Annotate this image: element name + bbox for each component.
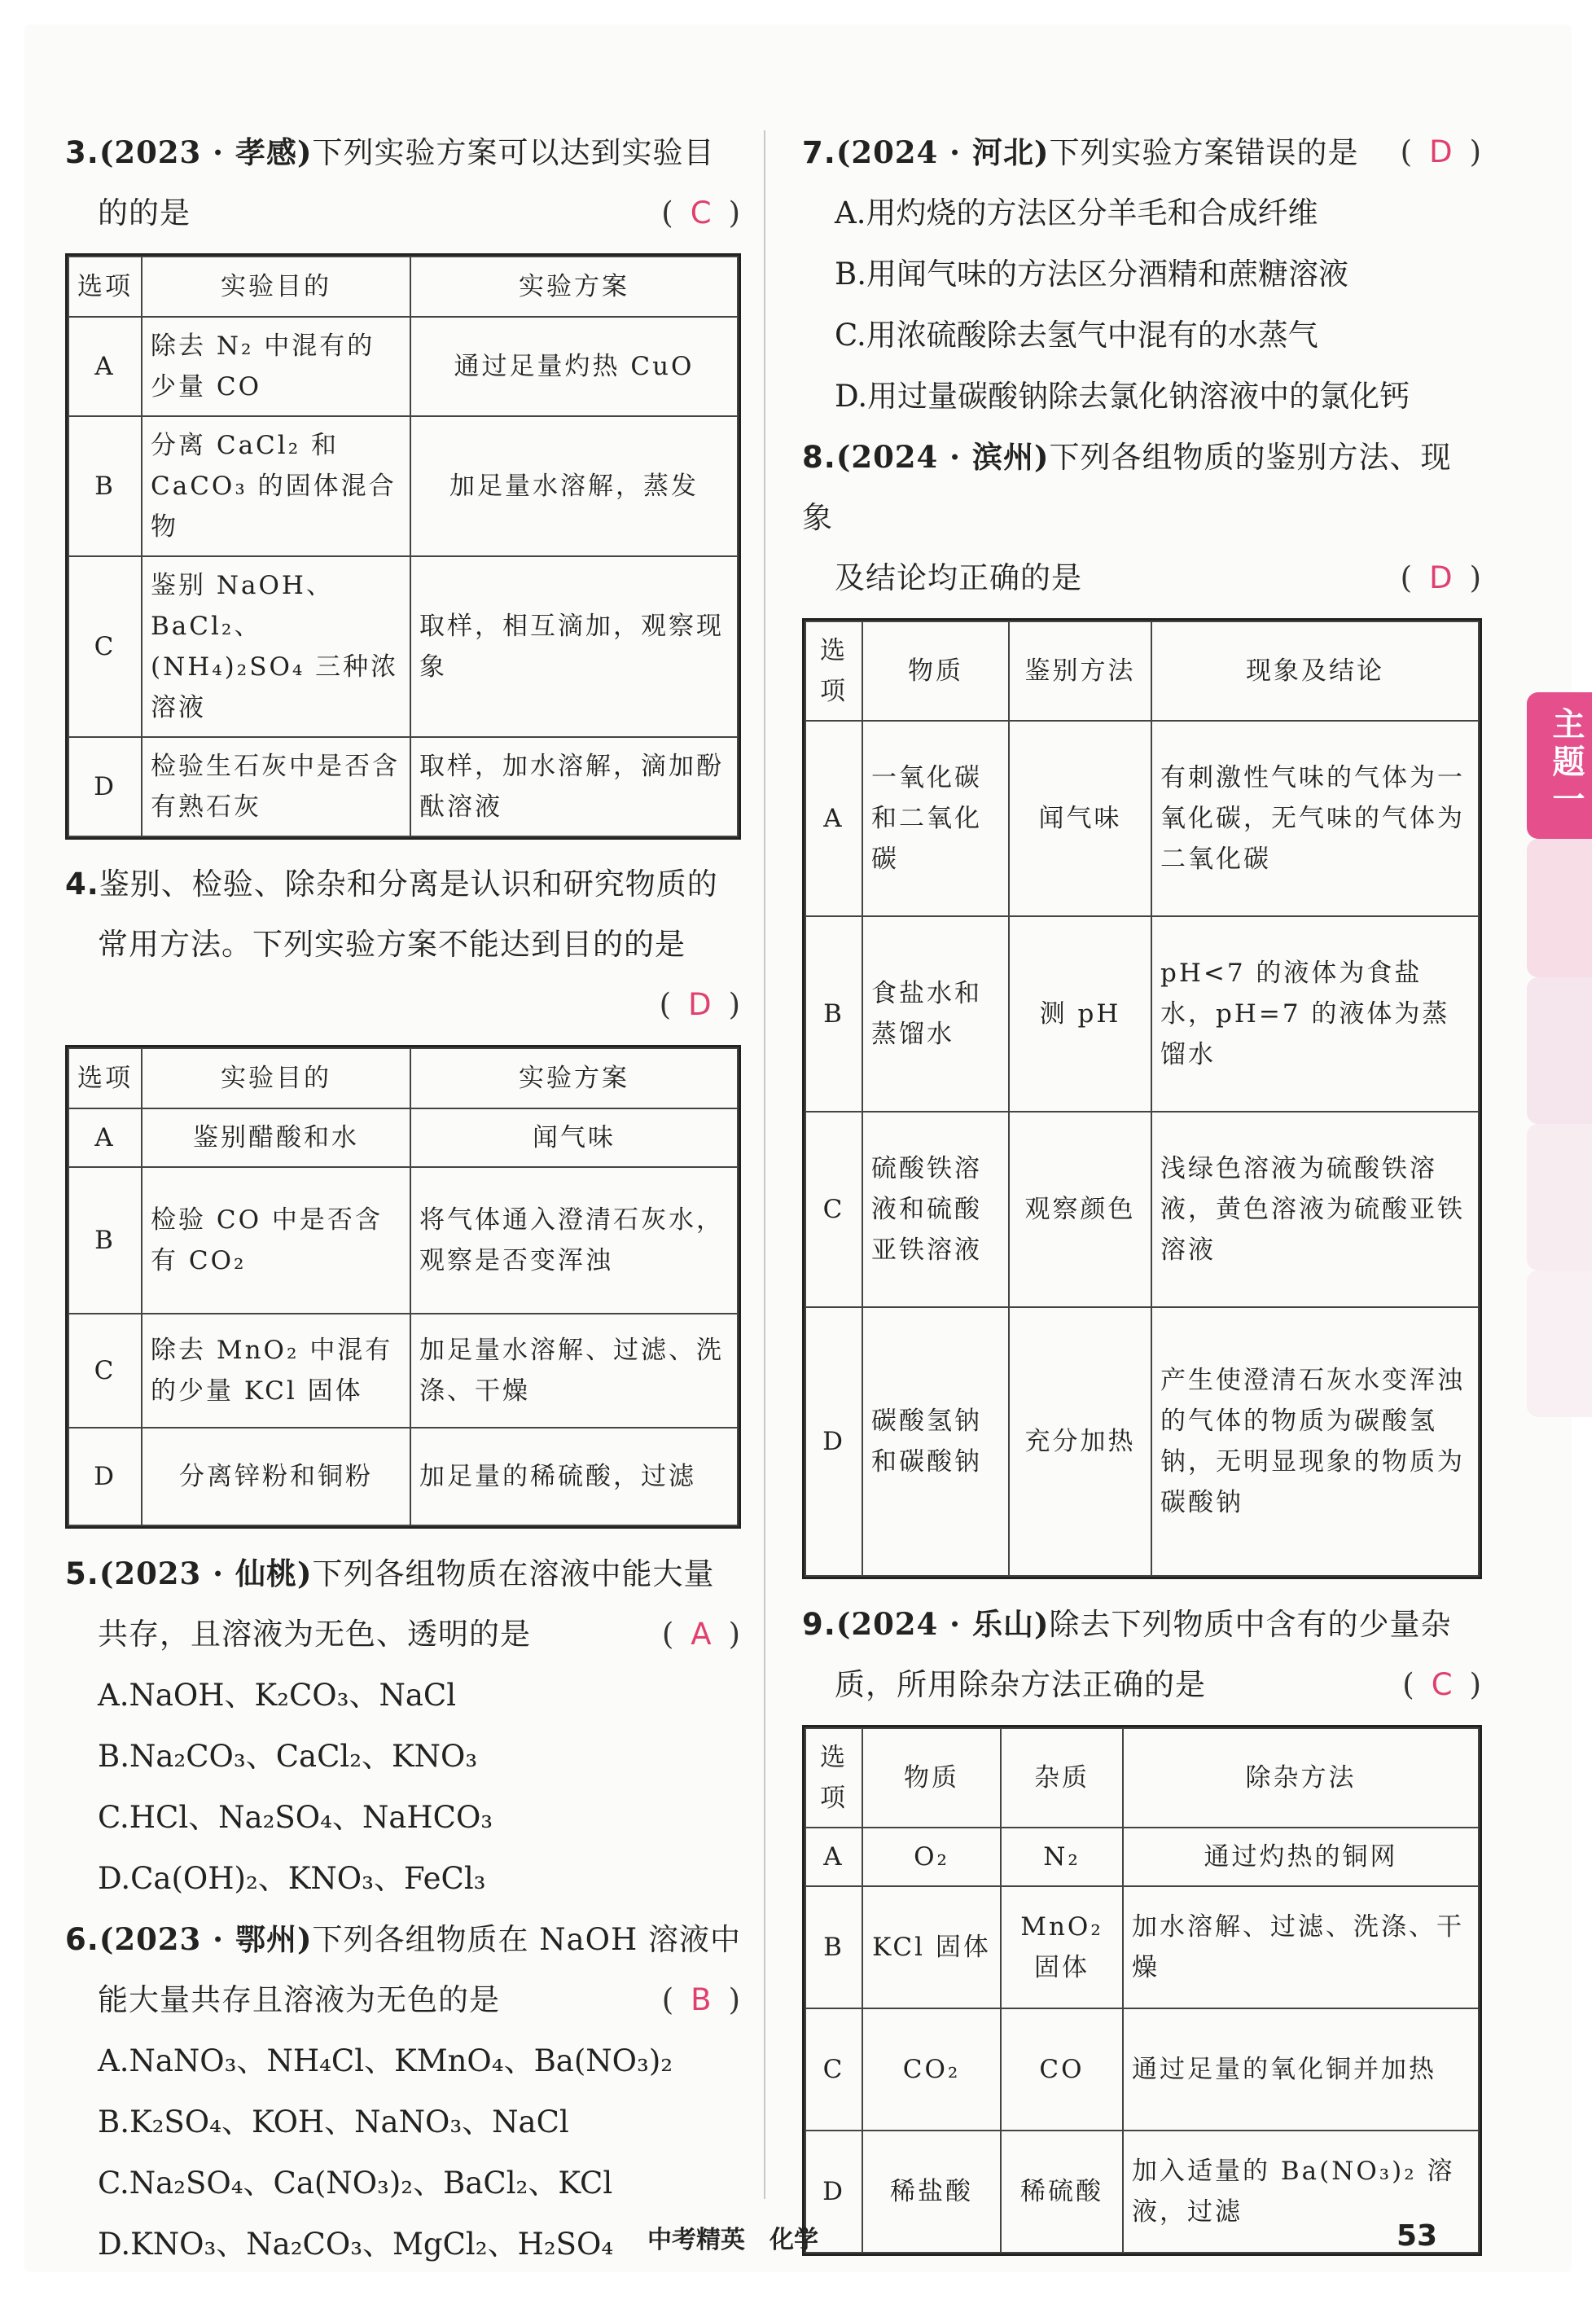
answer-bracket: ( D ) bbox=[1400, 134, 1482, 169]
answer-letter: D bbox=[688, 987, 712, 1022]
side-tab-active bbox=[1527, 692, 1592, 839]
question-3-line2 bbox=[65, 183, 741, 244]
answer-bracket: ( D ) bbox=[1400, 560, 1482, 595]
table-cell: D bbox=[805, 2131, 862, 2253]
side-tab bbox=[1527, 977, 1592, 1124]
question-number: 6. bbox=[65, 1922, 99, 1957]
table-header: 物质 bbox=[862, 1728, 1001, 1828]
table-header: 实验目的 bbox=[142, 257, 410, 317]
table-header: 选项 bbox=[805, 621, 862, 721]
table-cell: 加足量水溶解，蒸发 bbox=[410, 416, 738, 556]
table-header: 鉴别方法 bbox=[1009, 621, 1151, 721]
question-stem: 下列各组物质的鉴别方法、现象 bbox=[802, 440, 1452, 535]
table-cell: A bbox=[805, 721, 862, 916]
option: B.用闻气味的方法区分酒精和蔗糖溶液 bbox=[835, 257, 1348, 292]
answer-bracket: ( A ) bbox=[661, 1617, 741, 1652]
table-cell: 除去 N₂ 中混有的少量 CO bbox=[142, 317, 410, 416]
option: C.HCl、Na₂SO₄、NaHCO₃ bbox=[98, 1800, 493, 1835]
table-cell: 分离 CaCl₂ 和 CaCO₃ 的固体混合物 bbox=[142, 416, 410, 556]
question-number: 5. bbox=[65, 1556, 99, 1591]
table-cell: 观察颜色 bbox=[1009, 1112, 1151, 1307]
table-cell: 稀硫酸 bbox=[1001, 2131, 1123, 2253]
q3-table bbox=[65, 253, 741, 840]
table-cell: 食盐水和蒸馏水 bbox=[862, 916, 1009, 1112]
table-cell: MnO₂ 固体 bbox=[1001, 1886, 1123, 2008]
answer-bracket: ( D ) bbox=[659, 987, 741, 1022]
answer-letter: C bbox=[690, 195, 712, 230]
question-source: (2023 · 孝感) bbox=[99, 134, 313, 170]
question-stem-cont: 能大量共存且溶液为无色的是 bbox=[98, 1982, 500, 2017]
question-source: (2024 · 乐山) bbox=[835, 1606, 1050, 1642]
table-cell: 检验 CO 中是否含有 CO₂ bbox=[142, 1167, 410, 1314]
question-source: (2023 · 鄂州) bbox=[99, 1921, 313, 1957]
table-cell: D bbox=[68, 737, 142, 836]
question-source: (2024 · 河北) bbox=[835, 134, 1050, 170]
question-3 bbox=[65, 122, 741, 183]
table-cell: O₂ bbox=[862, 1828, 1001, 1886]
question-4-line2 bbox=[65, 915, 741, 975]
table-cell: D bbox=[68, 1428, 142, 1525]
option: A.NaNO₃、NH₄Cl、KMnO₄、Ba(NO₃)₂ bbox=[98, 2043, 673, 2078]
table-cell: 通过灼热的铜网 bbox=[1123, 1828, 1479, 1886]
question-5 bbox=[65, 1543, 741, 1604]
question-stem-cont: 质，所用除杂方法正确的是 bbox=[835, 1667, 1206, 1702]
question-4-answer-line bbox=[65, 975, 741, 1035]
question-9 bbox=[802, 1594, 1482, 1655]
table-cell: 取样，相互滴加，观察现象 bbox=[410, 556, 738, 737]
table-cell: 闻气味 bbox=[1009, 721, 1151, 916]
question-stem-cont: 的的是 bbox=[98, 195, 191, 230]
left-column bbox=[65, 122, 741, 2275]
table-cell: 鉴别 NaOH、BaCl₂、(NH₄)₂SO₄ 三种浓溶液 bbox=[142, 556, 410, 737]
table-cell: N₂ bbox=[1001, 1828, 1123, 1886]
table-cell: 有刺激性气味的气体为一氧化碳，无气味的气体为二氧化碳 bbox=[1151, 721, 1479, 916]
table-cell: 分离锌粉和铜粉 bbox=[142, 1428, 410, 1525]
table-cell: 测 pH bbox=[1009, 916, 1151, 1112]
table-cell: B bbox=[805, 1886, 862, 2008]
side-tab-label: 主题一 bbox=[1547, 707, 1585, 819]
table-cell: pH<7 的液体为食盐水，pH=7 的液体为蒸馏水 bbox=[1151, 916, 1479, 1112]
question-number: 7. bbox=[802, 135, 836, 170]
table-header: 除杂方法 bbox=[1123, 1728, 1479, 1828]
answer-letter: C bbox=[1431, 1667, 1454, 1702]
question-stem: 下列各组物质在溶液中能大量 bbox=[312, 1556, 715, 1591]
table-header: 选项 bbox=[68, 257, 142, 317]
table-header: 实验方案 bbox=[410, 1048, 738, 1108]
question-9-line2 bbox=[802, 1655, 1482, 1715]
question-5-line2 bbox=[65, 1604, 741, 1665]
table-cell: C bbox=[68, 556, 142, 737]
question-4 bbox=[65, 854, 741, 915]
option: C.用浓硫酸除去氢气中混有的水蒸气 bbox=[835, 318, 1318, 353]
table-cell: 闻气味 bbox=[410, 1108, 738, 1167]
question-stem: 下列各组物质在 NaOH 溶液中 bbox=[312, 1922, 742, 1957]
table-header: 选项 bbox=[68, 1048, 142, 1108]
question-6-line2 bbox=[65, 1970, 741, 2030]
question-source: (2023 · 仙桃) bbox=[99, 1556, 313, 1591]
answer-letter: B bbox=[691, 1982, 712, 2017]
table-cell: B bbox=[68, 1167, 142, 1314]
side-tab bbox=[1527, 839, 1592, 977]
table-cell: 产生使澄清石灰水变浑浊的气体的物质为碳酸氢钠，无明显现象的物质为碳酸钠 bbox=[1151, 1307, 1479, 1576]
question-stem-cont: 共存，且溶液为无色、透明的是 bbox=[98, 1617, 531, 1652]
table-cell: 浅绿色溶液为硫酸铁溶液，黄色溶液为硫酸亚铁溶液 bbox=[1151, 1112, 1479, 1307]
side-tab bbox=[1527, 1270, 1592, 1417]
question-source: (2024 · 滨州) bbox=[835, 439, 1050, 475]
table-cell: 加足量的稀硫酸，过滤 bbox=[410, 1428, 738, 1525]
answer-bracket: ( B ) bbox=[661, 1982, 741, 2017]
table-cell: 通过足量的氧化铜并加热 bbox=[1123, 2008, 1479, 2131]
table-cell: 除去 MnO₂ 中混有的少量 KCl 固体 bbox=[142, 1314, 410, 1428]
question-6 bbox=[65, 1909, 741, 1970]
question-7 bbox=[802, 122, 1482, 182]
answer-letter: A bbox=[691, 1617, 712, 1652]
table-cell: C bbox=[805, 1112, 862, 1307]
side-tab bbox=[1527, 1124, 1592, 1270]
table-cell: B bbox=[805, 916, 862, 1112]
table-cell: 加足量水溶解、过滤、洗涤、干燥 bbox=[410, 1314, 738, 1428]
answer-bracket: ( C ) bbox=[1402, 1667, 1482, 1702]
table-cell: B bbox=[68, 416, 142, 556]
answer-letter: D bbox=[1429, 560, 1454, 595]
table-cell: 检验生石灰中是否含有熟石灰 bbox=[142, 737, 410, 836]
right-column bbox=[802, 122, 1482, 2271]
option: C.Na₂SO₄、Ca(NO₃)₂、BaCl₂、KCl bbox=[98, 2166, 613, 2201]
option: D.KNO₃、Na₂CO₃、MgCl₂、H₂SO₄ bbox=[98, 2227, 614, 2262]
table-cell: D bbox=[805, 1307, 862, 1576]
question-8-line2 bbox=[802, 548, 1482, 608]
table-header: 实验方案 bbox=[410, 257, 738, 317]
table-header: 杂质 bbox=[1001, 1728, 1123, 1828]
question-stem: 下列实验方案可以达到实验目 bbox=[312, 135, 715, 170]
question-number: 9. bbox=[802, 1607, 836, 1642]
q4-table bbox=[65, 1045, 741, 1529]
question-stem-cont: 常用方法。下列实验方案不能达到目的的是 bbox=[98, 927, 686, 962]
table-cell: A bbox=[68, 1108, 142, 1167]
option: A.用灼烧的方法区分羊毛和合成纤维 bbox=[835, 195, 1318, 230]
table-header: 选项 bbox=[805, 1728, 862, 1828]
option: B.Na₂CO₃、CaCl₂、KNO₃ bbox=[98, 1739, 478, 1774]
table-cell: 稀盐酸 bbox=[862, 2131, 1001, 2253]
table-cell: 将气体通入澄清石灰水，观察是否变浑浊 bbox=[410, 1167, 738, 1314]
table-cell: A bbox=[68, 317, 142, 416]
table-cell: 充分加热 bbox=[1009, 1307, 1151, 1576]
table-header: 实验目的 bbox=[142, 1048, 410, 1108]
question-number: 3. bbox=[65, 135, 99, 170]
table-cell: 碳酸氢钠和碳酸钠 bbox=[862, 1307, 1009, 1576]
option: B.K₂SO₄、KOH、NaNO₃、NaCl bbox=[98, 2104, 569, 2139]
option: D.用过量碳酸钠除去氯化钠溶液中的氯化钙 bbox=[835, 379, 1410, 414]
table-cell: 加水溶解、过滤、洗涤、干燥 bbox=[1123, 1886, 1479, 2008]
question-number: 4. bbox=[65, 867, 99, 902]
table-header: 现象及结论 bbox=[1151, 621, 1479, 721]
option: D.Ca(OH)₂、KNO₃、FeCl₃ bbox=[98, 1861, 486, 1896]
table-cell: 通过足量灼热 CuO bbox=[410, 317, 738, 416]
page-number: 53 bbox=[1396, 2219, 1438, 2253]
table-cell: C bbox=[68, 1314, 142, 1428]
question-8 bbox=[802, 427, 1482, 548]
question-stem-cont: 及结论均正确的是 bbox=[835, 560, 1082, 595]
q8-table bbox=[802, 618, 1482, 1579]
table-cell: 取样，加水溶解，滴加酚酞溶液 bbox=[410, 737, 738, 836]
table-cell: C bbox=[805, 2008, 862, 2131]
answer-letter: D bbox=[1429, 134, 1454, 169]
question-stem: 除去下列物质中含有的少量杂 bbox=[1049, 1607, 1452, 1642]
column-divider bbox=[764, 130, 765, 2199]
table-cell: 加入适量的 Ba(NO₃)₂ 溶液，过滤 bbox=[1123, 2131, 1479, 2253]
table-cell: KCl 固体 bbox=[862, 1886, 1001, 2008]
question-stem: 鉴别、检验、除杂和分离是认识和研究物质的 bbox=[99, 867, 718, 902]
table-cell: 硫酸铁溶液和硫酸亚铁溶液 bbox=[862, 1112, 1009, 1307]
question-stem: 下列实验方案错误的是 bbox=[1049, 135, 1359, 170]
table-header: 物质 bbox=[862, 621, 1009, 721]
option: A.NaOH、K₂CO₃、NaCl bbox=[98, 1678, 457, 1713]
answer-bracket: ( C ) bbox=[661, 195, 741, 230]
footer-title: 中考精英 化学 bbox=[647, 2226, 818, 2254]
table-cell: A bbox=[805, 1828, 862, 1886]
table-cell: 一氧化碳和二氧化碳 bbox=[862, 721, 1009, 916]
table-cell: CO bbox=[1001, 2008, 1123, 2131]
table-cell: CO₂ bbox=[862, 2008, 1001, 2131]
q9-table bbox=[802, 1725, 1482, 2256]
table-cell: 鉴别醋酸和水 bbox=[142, 1108, 410, 1167]
question-number: 8. bbox=[802, 440, 836, 475]
